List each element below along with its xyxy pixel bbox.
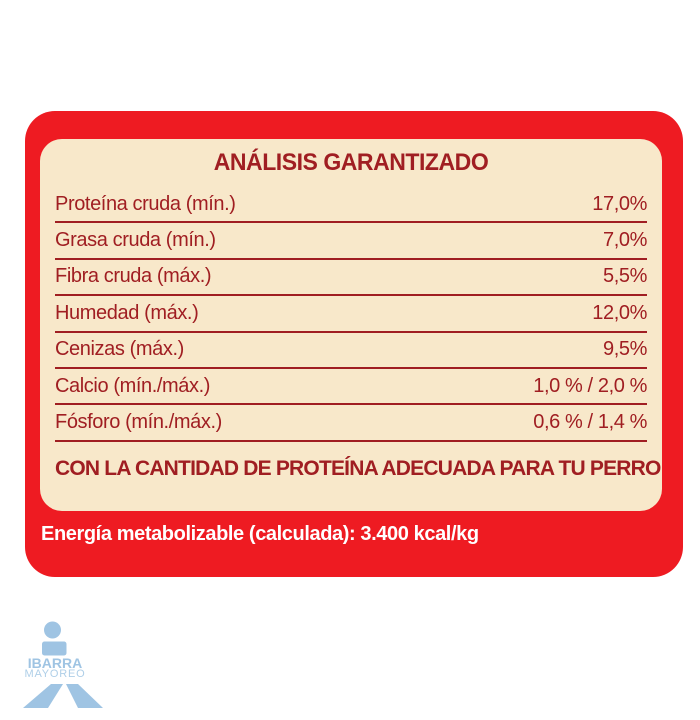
ibarra-mayoreo-watermark xyxy=(20,608,115,713)
nutrient-label: Proteína cruda (mín.) xyxy=(55,192,236,215)
nutrient-table xyxy=(55,187,647,442)
nutrient-value: 7,0% xyxy=(603,229,647,252)
metabolizable-energy-text: Energía metabolizable (calculada): 3.400 kcal/kg xyxy=(41,523,479,545)
nutrient-label: Cenizas (máx.) xyxy=(55,338,184,361)
panel-title: ANÁLISIS GARANTIZADO xyxy=(213,149,489,176)
guaranteed-analysis-panel xyxy=(40,139,662,511)
table-row xyxy=(55,333,647,369)
nutrient-value: 0,6 % / 1,4 % xyxy=(533,411,647,434)
protein-claim-text: CON LA CANTIDAD DE PROTEÍNA ADECUADA PARA TU PERRO xyxy=(55,456,661,480)
nutrient-label: Calcio (mín./máx.) xyxy=(55,374,211,397)
nutrient-label: Humedad (máx.) xyxy=(55,301,199,324)
table-row xyxy=(55,223,647,259)
table-row xyxy=(55,296,647,332)
nutrient-value: 5,5% xyxy=(603,265,647,288)
nutrient-value: 1,0 % / 2,0 % xyxy=(533,374,647,397)
nutrient-label: Fibra cruda (máx.) xyxy=(55,265,212,288)
nutrient-value: 12,0% xyxy=(592,301,647,324)
table-row xyxy=(55,405,647,441)
nutrient-label: Fósforo (mín./máx.) xyxy=(55,411,222,434)
table-row xyxy=(55,369,647,405)
table-row xyxy=(55,260,647,296)
nutrient-label: Grasa cruda (mín.) xyxy=(55,229,216,252)
table-row xyxy=(55,187,647,223)
red-card xyxy=(25,111,683,577)
watermark-subname: MAYOREO xyxy=(24,668,86,680)
nutrient-value: 9,5% xyxy=(603,338,647,361)
watermark-name: IBARRA xyxy=(27,655,83,671)
nutrient-value: 17,0% xyxy=(592,192,647,215)
